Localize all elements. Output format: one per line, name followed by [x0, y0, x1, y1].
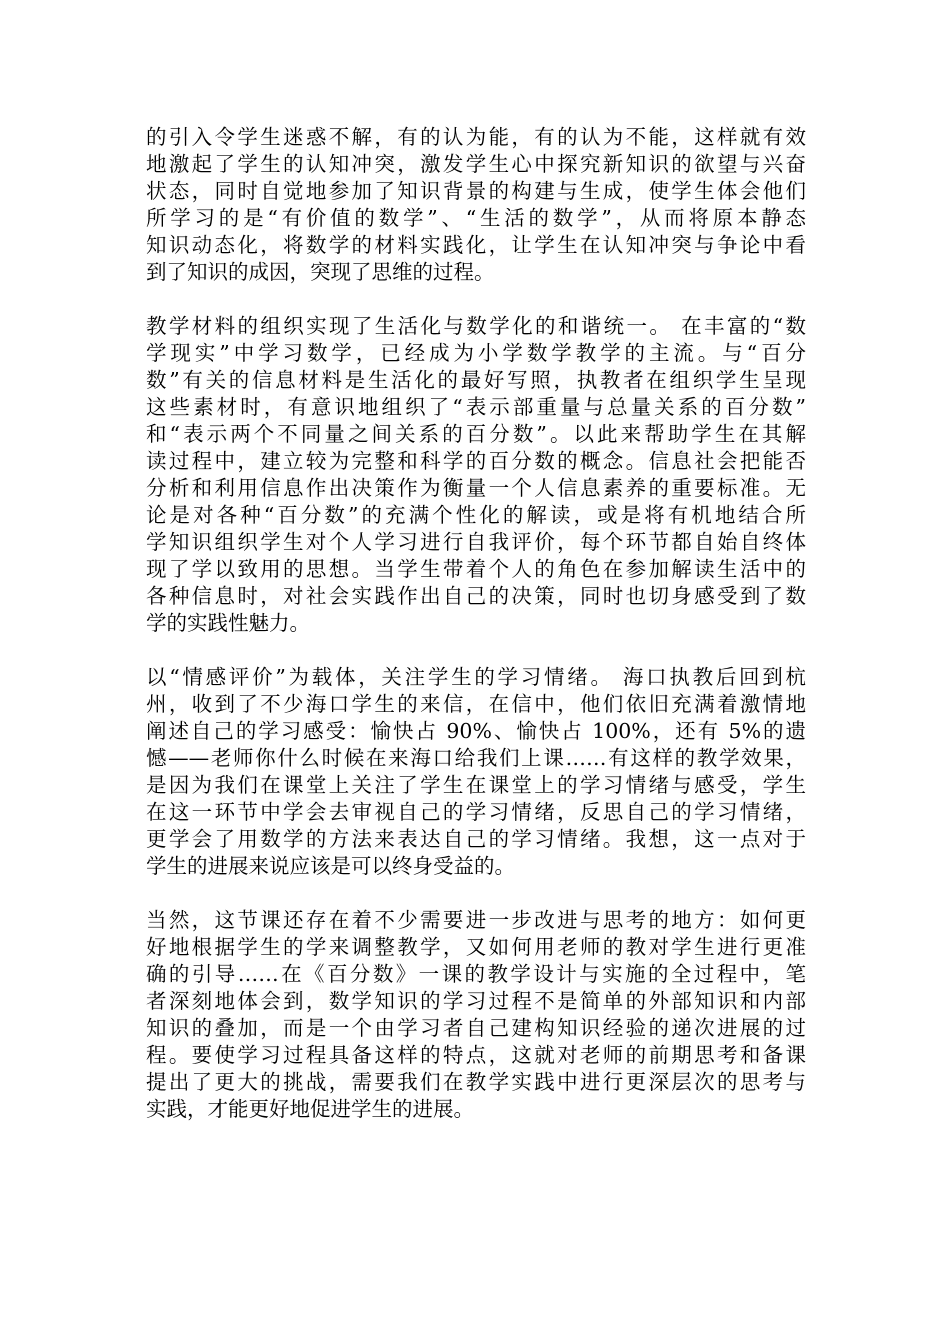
text-line: 的引入令学生迷惑不解，有的认为能，有的认为不能，这样就有效 [146, 125, 806, 149]
text-line: 程。要使学习过程具备这样的特点，这就对老师的前期思考和备课 [146, 1043, 806, 1067]
text-line: 学生的进展来说应该是可以终身受益的。 [146, 854, 515, 878]
paragraph-2 [146, 313, 806, 637]
text-line: 学现实”中学习数学，已经成为小学数学教学的主流。与“百分 [146, 341, 806, 365]
text-line: 阐述自己的学习感受：愉快占 90%、愉快占 100%，还有 5%的遗 [146, 719, 806, 743]
text-line: 学知识组织学生对个人学习进行自我评价，每个环节都自始自终体 [146, 530, 806, 554]
text-line: 知识动态化，将数学的材料实践化，让学生在认知冲突与争论中看 [146, 233, 806, 257]
text-line: 更学会了用数学的方法来表达自己的学习情绪。我想，这一点对于 [146, 827, 806, 851]
text-line: 当然，这节课还存在着不少需要进一步改进与思考的地方：如何更 [146, 908, 806, 932]
text-line: 数”有关的信息材料是生活化的最好写照，执教者在组织学生呈现 [146, 368, 806, 392]
text-line: 和“表示两个不同量之间关系的百分数”。以此来帮助学生在其解 [146, 422, 806, 446]
paragraph-1 [146, 124, 806, 286]
text-line: 州，收到了不少海口学生的来信，在信中，他们依旧充满着激情地 [146, 692, 806, 716]
text-line: 提出了更大的挑战，需要我们在教学实践中进行更深层次的思考与 [146, 1070, 806, 1094]
text-line: 教学材料的组织实现了生活化与数学化的和谐统一。 在丰富的“数 [146, 314, 806, 338]
text-line: 是因为我们在课堂上关注了学生在课堂上的学习情绪与感受，学生 [146, 773, 806, 797]
text-line: 这些素材时，有意识地组织了“表示部重量与总量关系的百分数” [146, 395, 806, 419]
text-line: 各种信息时，对社会实践作出自己的决策，同时也切身感受到了数 [146, 584, 806, 608]
text-line: 状态，同时自觉地参加了知识背景的构建与生成，使学生体会他们 [146, 179, 806, 203]
text-line: 以“情感评价”为载体，关注学生的学习情绪。 海口执教后回到杭 [146, 665, 806, 689]
text-line: 所学习的是“有价值的数学”、“生活的数学”，从而将原本静态 [146, 206, 806, 230]
text-line: 现了学以致用的思想。当学生带着个人的角色在参加解读生活中的 [146, 557, 806, 581]
text-line: 在这一环节中学会去审视自己的学习情绪，反思自己的学习情绪， [146, 800, 806, 824]
text-line: 到了知识的成因，突现了思维的过程。 [146, 260, 495, 284]
text-line: 确的引导……在《百分数》一课的教学设计与实施的全过程中，笔 [146, 962, 806, 986]
text-line: 者深刻地体会到，数学知识的学习过程不是简单的外部知识和内部 [146, 989, 806, 1013]
text-line: 论是对各种“百分数”的充满个性化的解读，或是将有机地结合所 [146, 503, 806, 527]
text-line: 地激起了学生的认知冲突，激发学生心中探究新知识的欲望与兴奋 [146, 152, 806, 176]
paragraph-4 [146, 907, 806, 1123]
text-line: 好地根据学生的学来调整教学，又如何用老师的教对学生进行更准 [146, 935, 806, 959]
text-line: 憾——老师你什么时候在来海口给我们上课……有这样的教学效果， [146, 746, 806, 770]
text-line: 分析和利用信息作出决策作为衡量一个人信息素养的重要标准。无 [146, 476, 806, 500]
text-line: 实践，才能更好地促进学生的进展。 [146, 1097, 474, 1121]
text-line: 读过程中，建立较为完整和科学的百分数的概念。信息社会把能否 [146, 449, 806, 473]
document-body [146, 124, 806, 1150]
text-line: 学的实践性魅力。 [146, 611, 310, 635]
text-line: 知识的叠加，而是一个由学习者自己建构知识经验的递次进展的过 [146, 1016, 806, 1040]
paragraph-3 [146, 664, 806, 880]
